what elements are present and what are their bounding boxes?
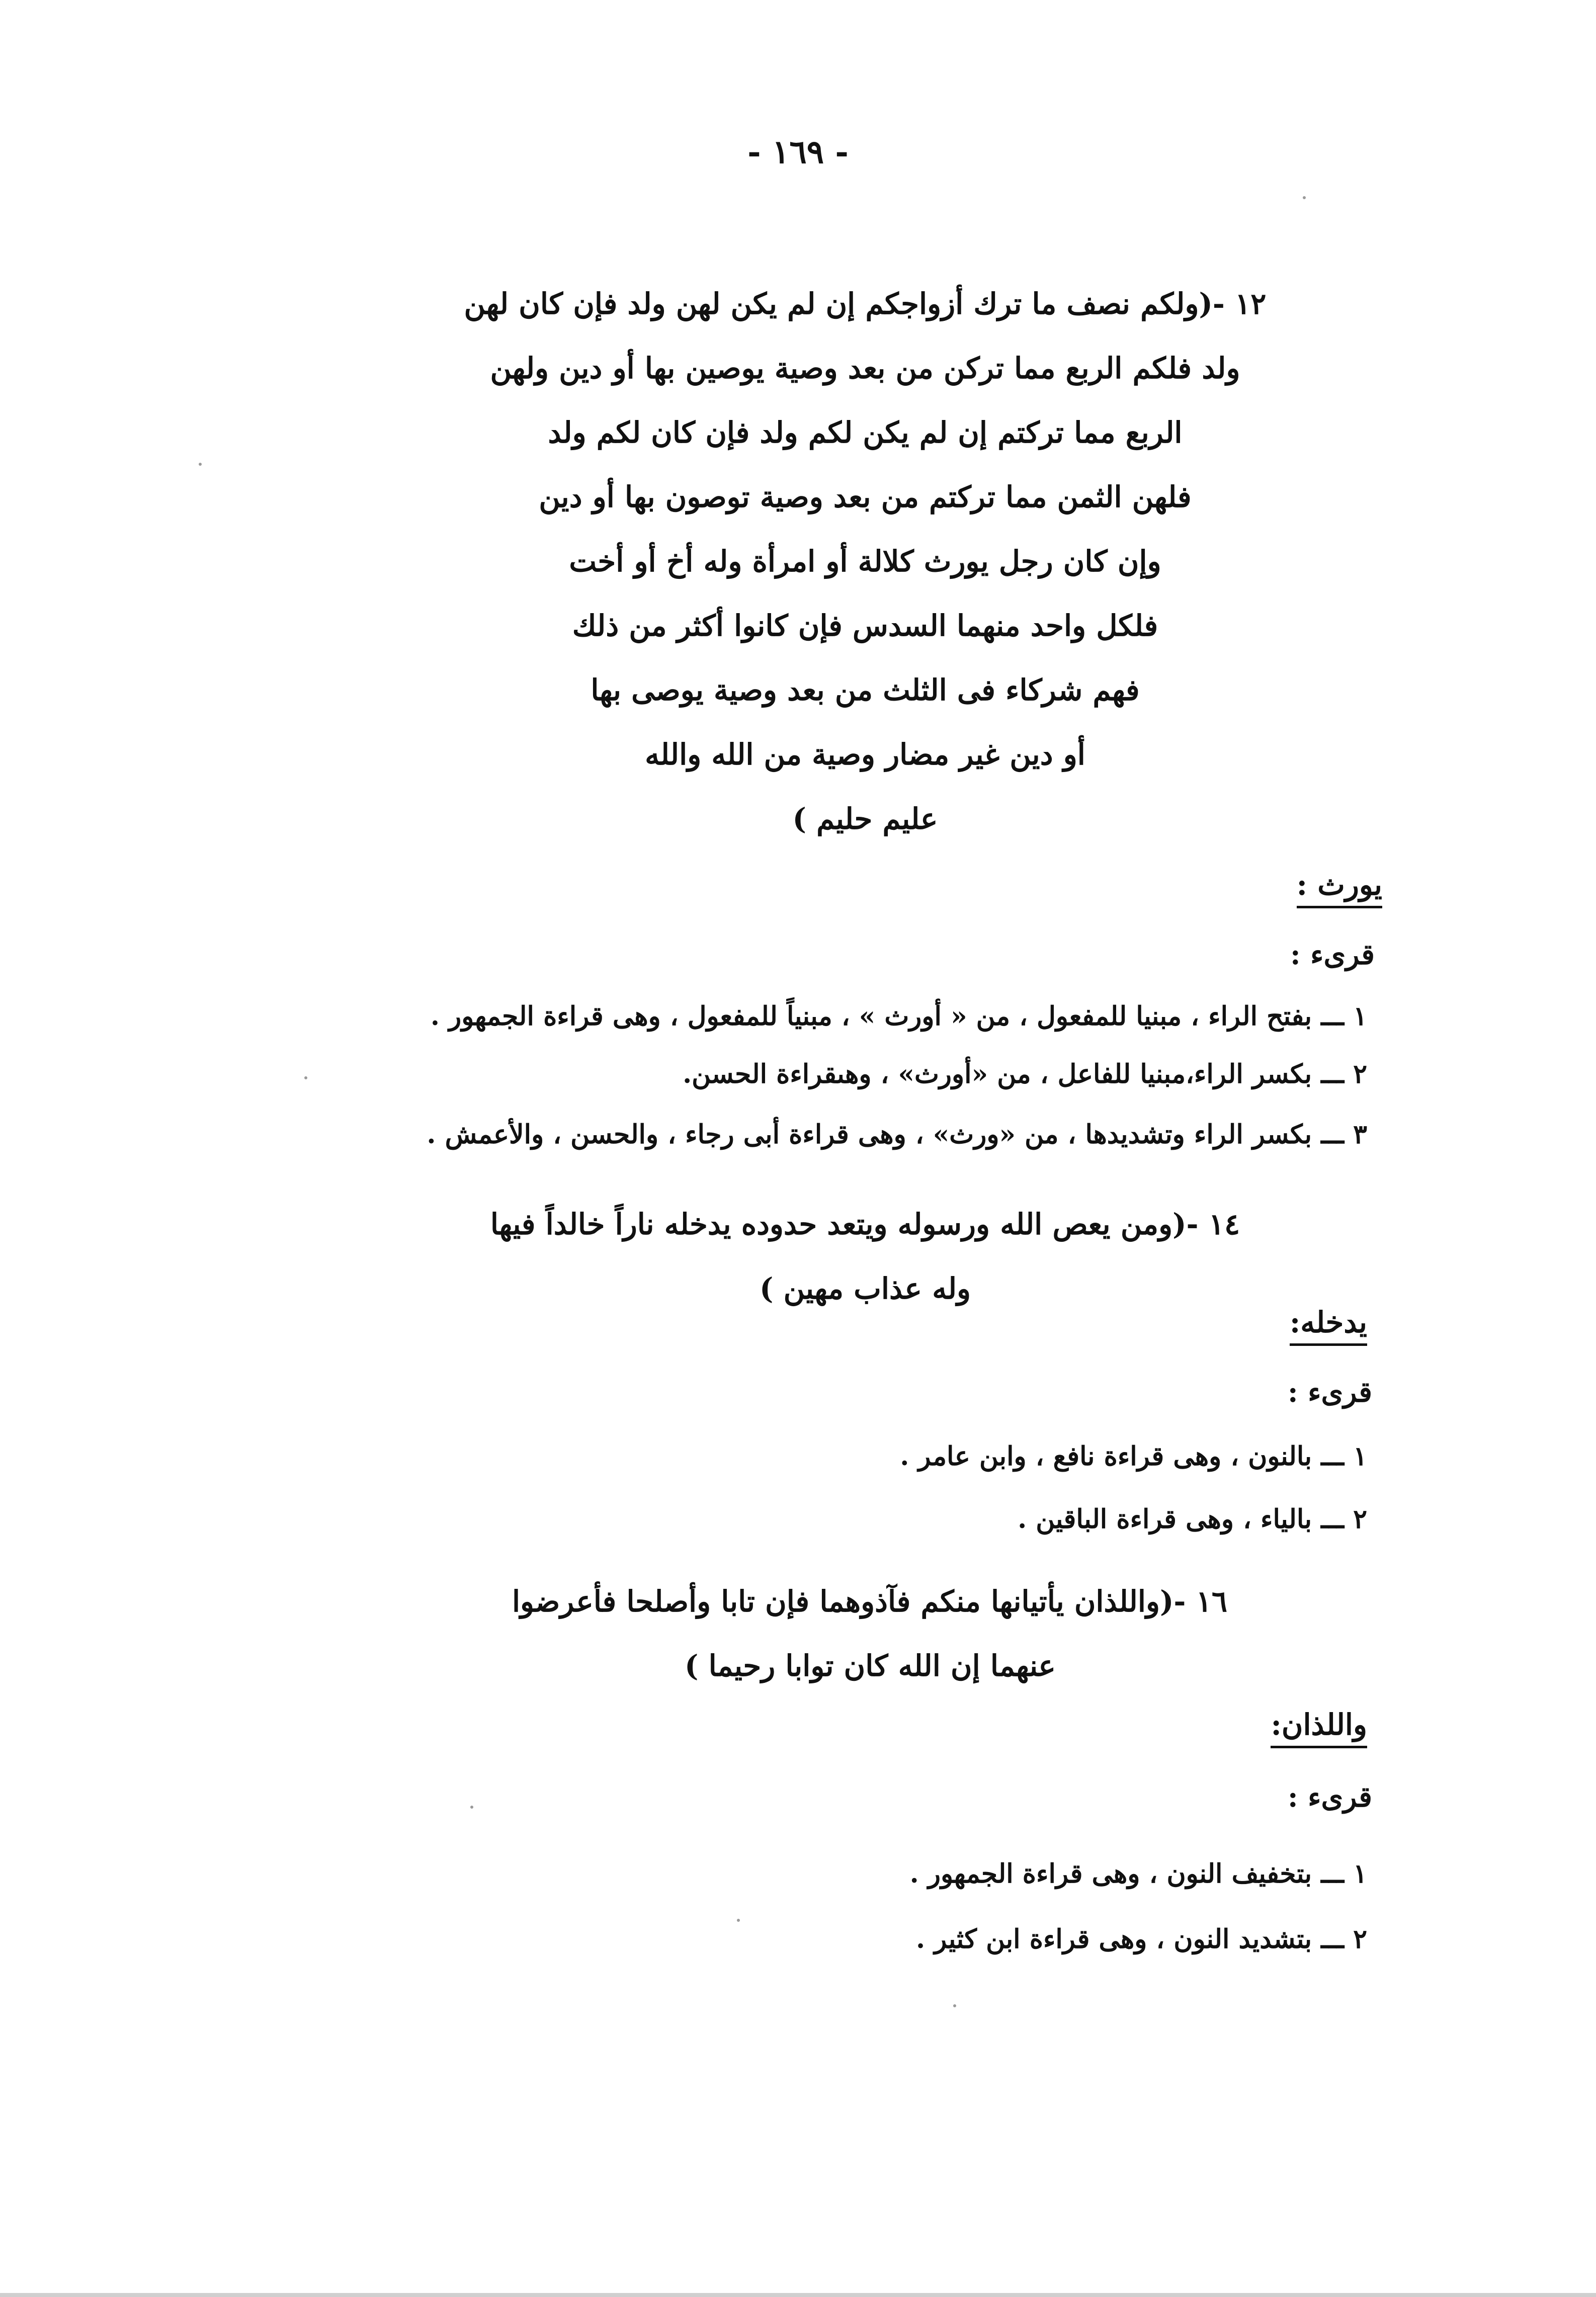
reading-item: ١ ـــ بالنون ، وهى قراءة نافع ، وابن عامر . (900, 1441, 1367, 1472)
verse-line: عليم حليم ) (792, 802, 938, 836)
reading-item: ٣ ـــ بكسر الراء وتشديدها ، من «ورث» ، وهى قراءة أبى رجاء ، والحسن ، والأعمش . (427, 1119, 1367, 1150)
readings-label: قرىء : (1288, 1780, 1372, 1814)
bottom-edge (0, 2293, 1596, 2297)
scan-speck (1303, 196, 1306, 199)
word-heading-yurath: يورث : (1297, 868, 1382, 908)
reading-item: ٢ ـــ بالياء ، وهى قراءة الباقين . (1018, 1504, 1367, 1535)
page-number: - ١٦٩ - (747, 133, 849, 171)
verse-line: الربع مما تركتم إن لم يكن لكم ولد فإن كان لكم ولد (548, 415, 1183, 450)
verse-line: وله عذاب مهين ) (759, 1271, 971, 1306)
scan-speck (470, 1806, 473, 1809)
verse-16 (513, 1569, 1227, 1698)
verse-line: أو دين غير مضار وصية من الله والله (645, 737, 1085, 772)
word-heading-yudkhilhu: يدخله: (1290, 1305, 1367, 1346)
scan-speck (737, 1919, 740, 1922)
verse-line: ١٢ -(ولكم نصف ما ترك أزواجكم إن لم يكن لهن ولد فإن كان لهن (464, 287, 1267, 321)
scan-speck (953, 2004, 956, 2007)
reading-item: ١ ـــ بفتح الراء ، مبنيا للمفعول ، من « أورث » ، مبنياً للمفعول ، وهى قراءة الجمهور . (430, 1001, 1367, 1032)
scan-speck (199, 463, 202, 466)
readings-label: قرىء : (1290, 938, 1375, 971)
verse-line: ولد فلكم الربع مما تركن من بعد وصية يوصين بها أو دين ولهن (490, 351, 1240, 385)
word-heading-walladhan: واللذان: (1271, 1708, 1367, 1748)
reading-item: ٢ ـــ بتشديد النون ، وهى قراءة ابن كثير . (915, 1924, 1367, 1954)
readings-label: قرىء : (1288, 1376, 1372, 1409)
verse-line: ١٦ -(واللذان يأتيانها منكم فآذوهما فإن تابا وأصلحا فأعرضوا (512, 1584, 1227, 1619)
reading-item: ١ ـــ بتخفيف النون ، وهى قراءة الجمهور . (909, 1858, 1367, 1889)
reading-item: ٢ ـــ بكسر الراء،مبنيا للفاعل ، من «أورث» ، وهىقراءة الحسن. (683, 1059, 1367, 1089)
verse-line: فلكل واحد منهما السدس فإن كانوا أكثر من ذلك (572, 609, 1158, 643)
verse-line: عنهما إن الله كان توابا رحيما ) (685, 1649, 1056, 1683)
scan-speck (304, 1076, 307, 1079)
verse-line: وإن كان رجل يورث كلالة أو امرأة وله أخ أو أخت (569, 544, 1161, 578)
verse-14 (468, 1192, 1263, 1321)
verse-12 (443, 272, 1288, 851)
verse-line: فهم شركاء فى الثلث من بعد وصية يوصى بها (591, 673, 1140, 707)
verse-line: فلهن الثمن مما تركتم من بعد وصية توصون بها أو دين (539, 480, 1192, 514)
verse-line: ١٤ -(ومن يعص الله ورسوله ويتعد حدوده يدخله ناراً خالداً فيها (490, 1207, 1240, 1241)
